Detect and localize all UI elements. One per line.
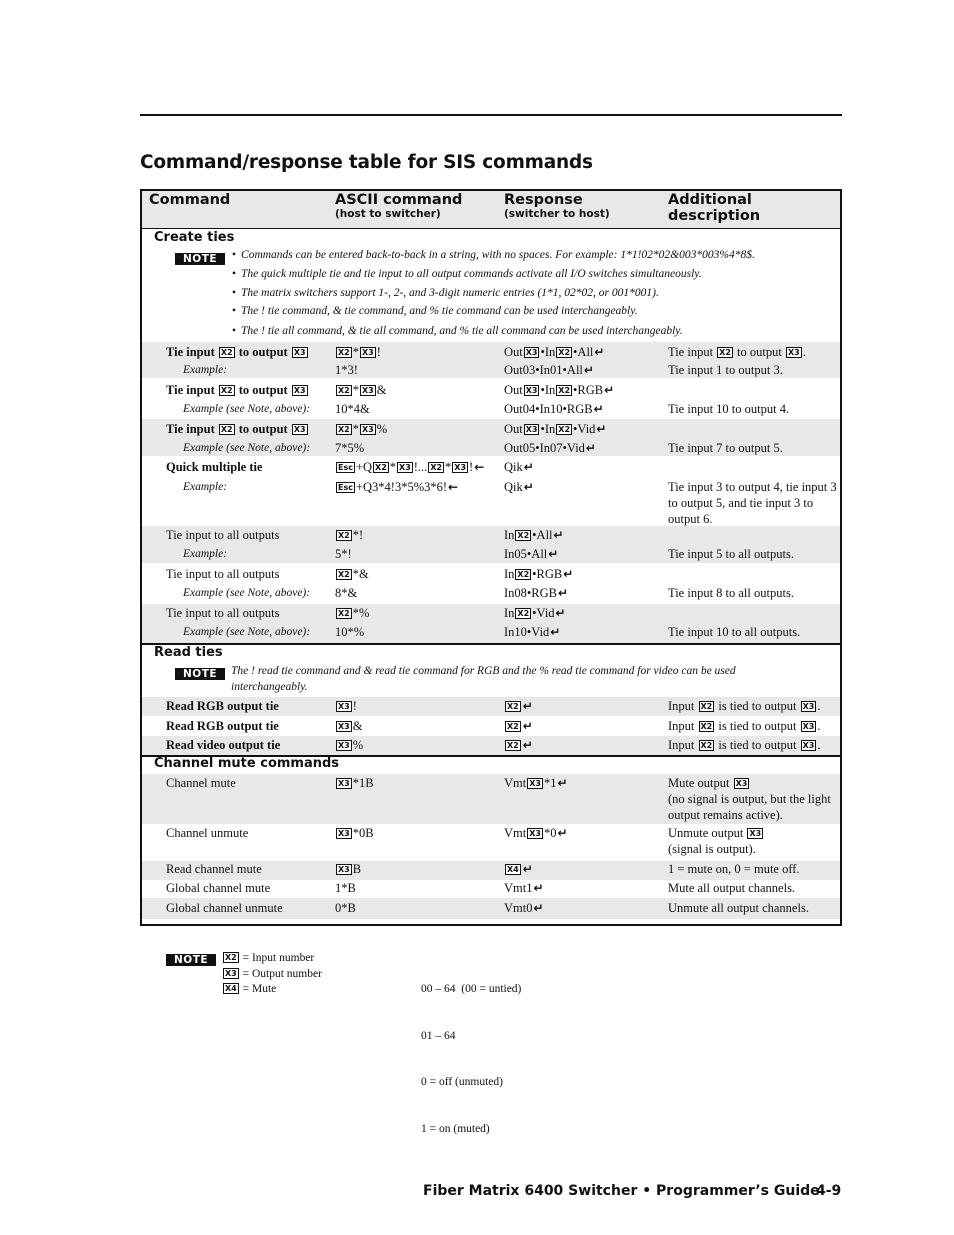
var-x3: X3 [749,829,762,838]
desc-cell: Tie input 10 to output 4. [668,402,790,416]
response-cell [504,880,544,896]
var-x2: X2 [558,386,571,395]
lbl: Out [504,383,523,397]
var-x3: X3 [293,386,306,395]
cmd-tie-all: Tie input to all outputs [166,528,280,542]
var-x3: X3 [338,741,350,750]
cmd-read-rgb: Read RGB output tie [166,699,279,713]
ascii-cell: 1*3! [335,363,358,377]
ascii-cell: 0*B [335,901,356,915]
header-command: Command [149,192,231,208]
var-x2: X2 [700,722,713,731]
note-badge [175,251,225,266]
return-icon: ↵ [604,383,615,397]
cmd-tie-input [166,382,309,398]
ascii-cell: X2 *& [338,567,369,581]
var-x2: X2 [517,609,530,618]
lbl: to output [238,383,288,397]
var-x2: X2 [338,386,350,395]
cmd-channel-mute: Channel mute [166,776,236,790]
return-icon: ↵ [550,625,561,639]
return-icon: ↵ [522,738,533,752]
create-note-2-text: The quick multiple tie and tie input to all output commands activate all I/O switches simultaneously. [241,268,702,280]
response-cell [504,440,596,456]
create-note-5: • The ! tie all command, & tie all command, and % tie all command can be used interchangeably. [232,325,683,337]
desc-cell [668,825,840,857]
var-x2: X2 [700,741,713,750]
var-x3: X3 [454,463,467,472]
create-note-2 [232,268,702,280]
cmd-tie-all: Tie input to all outputs [166,606,280,620]
resp: Out03•In01•All [504,363,583,377]
resp: Out04•In10•RGB [504,402,593,416]
resp: Vmt0 [504,901,533,915]
lbl: Tie input [166,422,215,436]
esc-key-icon: Esc [338,483,353,492]
cmd-tie-input [166,421,309,437]
return-icon: ↵ [522,862,533,876]
lbl: Tie input [166,383,215,397]
lbl: In [544,422,556,436]
response-cell [504,737,533,753]
return-icon: ↵ [558,586,569,600]
var-x3: X3 [338,829,350,838]
var-x2: X2 [558,348,571,357]
var-x2: X2 [430,463,443,472]
read-note: The ! read tie command and & read tie command for RGB and the % read tie command for video can be used interchangeably. [231,665,736,693]
return-icon: ↵ [585,441,596,455]
lbl: In [504,528,515,542]
response-cell: In X2 •RGB↵ [504,567,574,581]
response-cell [504,585,568,601]
footnote-x4 [222,982,322,998]
lbl: Tie input [166,345,215,359]
var-x2: X2 [517,531,530,540]
var-x2: X2 [338,425,350,434]
lbl: Vmt [504,776,527,790]
header-response-label: Response [504,192,583,208]
footnote-x2 [222,951,322,967]
var-x2: X2 [220,425,233,434]
var-x2: X2 [375,463,387,472]
return-icon: ↵ [523,480,534,494]
create-note-4: • The ! tie command, & tie command, and % tie command can be used interchangeably. [232,305,638,317]
lbl: to output [737,345,782,359]
return-icon: ↵ [523,460,534,474]
desc-cell: Tie input 3 to output 4, tie input 3 to output 5, and tie input 3 to output 6. [668,480,837,526]
return-icon: ↵ [557,826,568,840]
header-ascii [335,192,462,220]
lbl: Mute output [668,776,730,790]
return-icon: ↵ [594,345,605,359]
response-cell: Out X3 •In X2 •All↵ [504,345,605,359]
desc-cell: Tie input 7 to output 5. [668,441,783,455]
return-icon: ↵ [557,776,568,790]
ascii-cell: X3 ! [338,699,357,713]
lbl: Qik [504,480,523,494]
return-icon: ↵ [522,699,533,713]
example-label: Example (see Note, above): [183,626,311,638]
lbl: Vmt [504,826,527,840]
lbl: RGB [536,567,563,581]
note-badge [175,666,225,681]
lbl: Input [668,719,695,733]
lbl: = Input number [242,952,315,964]
sis-command-table [140,189,842,926]
return-icon: ← [474,460,485,474]
cmd-read-rgb: Read RGB output tie [166,719,279,733]
ascii-cell: Esc +Q X2 * X3 !... X2 * X3 !← [338,460,485,474]
var-x3: X3 [361,425,374,434]
note-label: NOTE [175,668,225,680]
ascii-cell: X2 *% [338,606,370,620]
return-icon: ↵ [553,528,564,542]
var-x3: X3 [338,722,350,731]
lbl: In [544,383,556,397]
example-label: Example (see Note, above): [183,403,311,415]
range-x4-on: 1 = on (muted) [421,1122,490,1135]
ascii-cell: 1*B [335,881,356,895]
footnote-ranges [421,951,521,1153]
var-x3: X3 [525,425,538,434]
lbl: is tied to output [718,699,797,713]
lbl: Unmute output [668,826,744,840]
ascii-cell: X3 B [338,862,362,876]
note-label: NOTE [166,954,216,966]
create-note-3: • The matrix switchers support 1-, 2-, and 3-digit numeric entries (1*1, 02*02, or 001*001). [232,287,659,299]
lbl: (signal is output). [668,842,756,856]
lbl: = Output number [242,967,322,980]
var-x3: X3 [525,348,538,357]
var-x2: X2 [507,741,519,750]
ascii-cell: X2 * X3 & [338,383,387,397]
cmd-read-video: Read video output tie [166,738,281,752]
resp: Vmt1 [504,881,533,895]
var-x2: X2 [220,348,233,357]
header-response-sub: (switcher to host) [504,208,610,220]
var-x2: X2 [507,702,519,711]
note-label: NOTE [175,253,225,265]
desc-cell: Mute all output channels. [668,881,796,895]
desc-cell: 1 = mute on, 0 = mute off. [668,862,800,876]
return-icon: ↵ [593,402,604,416]
var-x2: X2 [338,609,350,618]
var-x3: X3 [802,741,815,750]
var-x2: X2 [719,348,731,357]
var-x3: X3 [787,348,800,357]
var-x2: X2 [338,348,350,357]
footer-guide-title: Fiber Matrix 6400 Switcher • Programmer’s Guide [423,1183,820,1199]
var-x2: X2 [558,425,571,434]
desc-cell: Tie input 5 to all outputs. [668,547,794,561]
var-x2: X2 [220,386,233,395]
response-cell [504,362,594,378]
lbl: to output [238,422,288,436]
esc-key-icon: Esc [338,463,353,472]
ascii-cell: X3 & [338,719,363,733]
var-x3: X3 [529,779,541,788]
range-x3: 01 – 64 [421,1029,456,1042]
desc-cell: Input X2 is tied to output X3 . [668,719,821,733]
response-cell [504,479,534,495]
var-x4: X4 [225,984,237,993]
response-cell: In X2 •All↵ [504,528,564,542]
lbl: to output [238,345,288,359]
var-x3: X3 [293,425,306,434]
header-description: Additional description [668,192,761,224]
lbl: Input [668,738,695,752]
response-cell [504,698,533,714]
response-cell [504,718,533,734]
var-x2: X2 [507,722,519,731]
top-rule [140,114,842,116]
ascii-cell: 10*4& [335,402,370,416]
var-x3: X3 [735,779,748,788]
lbl: Vid [577,422,596,436]
desc-cell: Unmute all output channels. [668,901,809,915]
var-x3: X3 [361,386,374,395]
cmd-tie-all: Tie input to all outputs [166,567,280,581]
cmd: +Q3*4!3*5%3*6! [355,480,448,494]
example-label: Example: [183,481,228,493]
resp: Out05•In07•Vid [504,441,585,455]
var-x3: X3 [802,722,815,731]
footnote-defs [222,951,322,998]
lbl: is tied to output [718,719,797,733]
return-icon: ↵ [563,567,574,581]
ascii-cell: X2 * X3 ! [338,345,381,359]
lbl: In [504,606,515,620]
var-x2: X2 [338,531,350,540]
page-number: 4-9 [816,1183,842,1199]
ascii-cell: 7*5% [335,441,365,455]
header-ascii-label: ASCII command [335,192,463,208]
lbl: = Mute [242,983,277,995]
example-label: Example: [183,548,228,560]
ascii-cell: 10*% [335,625,365,639]
lbl: All [577,345,594,359]
example-label: Example (see Note, above): [183,442,311,454]
ascii-cell: X2 * X3 % [338,422,388,436]
resp: In05•All [504,547,548,561]
lbl: In [544,345,556,359]
section-channel-mute: Channel mute commands [154,756,340,771]
lbl: is tied to output [718,738,797,752]
ascii-cell: X3 % [338,738,364,752]
response-cell: Vmt X3 *1↵ [504,776,568,790]
response-cell: Out X3 •In X2 •RGB↵ [504,383,615,397]
section-divider [142,643,840,645]
return-icon: ↵ [555,606,566,620]
return-icon: ↵ [533,901,544,915]
cmd-read-channel-mute: Read channel mute [166,862,262,876]
lbl: (no signal is output, but the light output remains active). [668,792,831,822]
return-icon: ↵ [583,363,594,377]
var-x3: X3 [338,702,350,711]
page-title: Command/response table for SIS commands [140,152,593,173]
cmd-global-mute: Global channel mute [166,881,271,895]
cmd-global-unmute: Global channel unmute [166,901,283,915]
resp: In10•Vid [504,625,550,639]
section-create-ties: Create ties [154,230,235,245]
var-x3: X3 [525,386,538,395]
response-cell [504,861,533,877]
ascii-cell: 8*& [335,586,358,600]
example-label: Example: [183,364,228,376]
response-cell [504,900,544,916]
var-x3: X3 [293,348,306,357]
ascii-cell: X2 *! [338,528,364,542]
response-cell [504,546,558,562]
response-cell [504,624,560,640]
var-x3: X3 [225,968,237,978]
desc-cell: Tie input 10 to all outputs. [668,625,801,639]
lbl: RGB [577,383,604,397]
lbl: In [504,567,515,581]
resp: In08•RGB [504,586,557,600]
var-x2: X2 [700,702,713,711]
return-icon: ↵ [533,881,544,895]
cmd-quick-multiple-tie: Quick multiple tie [166,460,263,474]
return-icon: ↵ [548,547,559,561]
response-cell: Vmt X3 *0↵ [504,826,568,840]
desc-cell: Tie input X2 to output X3 . [668,345,806,359]
response-cell: In X2 •Vid↵ [504,606,566,620]
return-icon: ← [448,480,459,494]
var-x3: X3 [529,829,541,838]
var-x3: X3 [338,779,350,788]
cmd-tie-input [166,344,309,360]
desc-cell: Tie input 8 to all outputs. [668,586,794,600]
response-cell: Out X3 •In X2 •Vid↵ [504,422,607,436]
var-x2: X2 [338,570,350,579]
desc-cell: Input X2 is tied to output X3 . [668,699,821,713]
lbl: Tie input [668,345,714,359]
return-icon: ↵ [522,719,533,733]
desc-cell [668,775,840,823]
desc-cell: Input X2 is tied to output X3 . [668,738,821,752]
return-icon: ↵ [596,422,607,436]
var-x3: X3 [802,702,815,711]
section-read-ties: Read ties [154,645,223,660]
lbl: Out [504,345,523,359]
lbl: Out [504,422,523,436]
response-cell [504,401,604,417]
ascii-cell [335,479,458,495]
create-note-1: • Commands can be entered back-to-back in a string, with no spaces. For example: 1*1!02*02&003*003%4*8$. [232,249,755,261]
var-x4: X4 [507,865,519,874]
lbl: Vid [536,606,555,620]
lbl: Qik [504,460,523,474]
cmd-channel-unmute: Channel unmute [166,826,249,840]
desc-cell: Tie input 1 to output 3. [668,363,783,377]
lbl: All [536,528,553,542]
footnote-x3 [222,967,322,983]
ascii-cell: X3 *0B [338,826,374,840]
var-x3: X3 [361,348,374,357]
range-x2: 00 – 64 (00 = untied) [421,983,522,995]
var-x2: X2 [517,570,530,579]
response-cell [504,459,534,475]
footnote-note-badge [166,952,216,967]
table-header [142,191,840,229]
range-x4-off: 0 = off (unmuted) [421,1076,503,1088]
ascii-cell: 5*! [335,547,352,561]
var-x3: X3 [338,865,350,874]
header-response [504,192,610,220]
var-x3: X3 [399,463,411,472]
lbl: Input [668,699,695,713]
example-label: Example (see Note, above): [183,587,311,599]
header-ascii-sub: (host to switcher) [335,208,441,220]
ascii-cell: X3 *1B [338,776,374,790]
var-x2: X2 [225,953,237,962]
